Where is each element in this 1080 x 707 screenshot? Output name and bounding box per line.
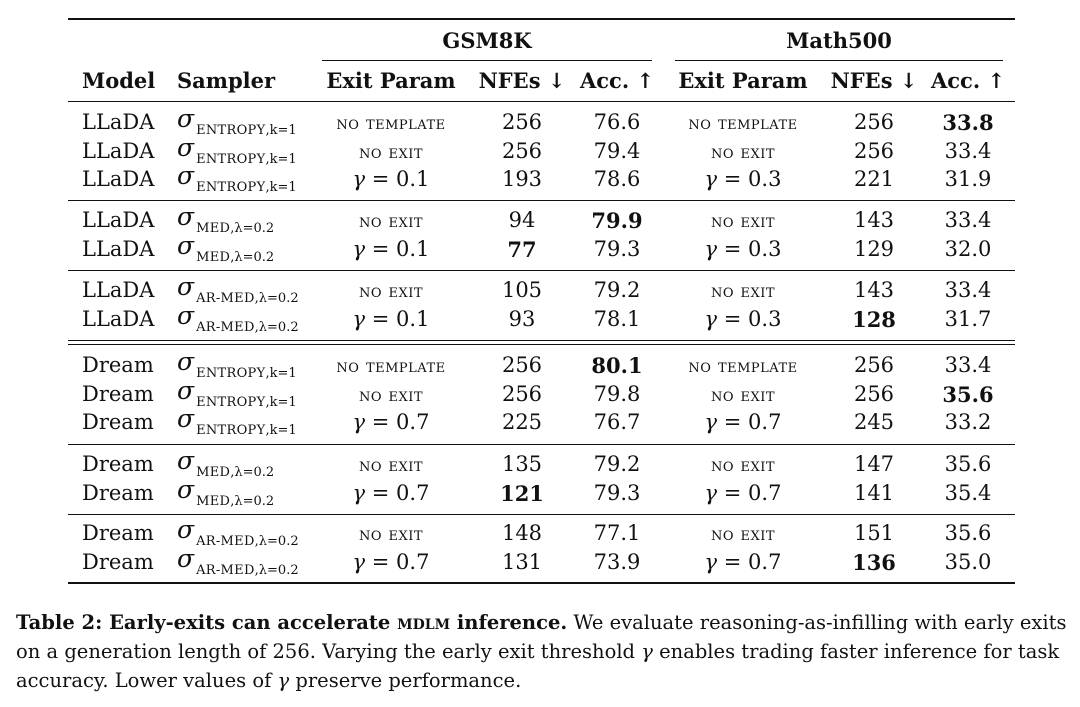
math500-nfes-cell: 256: [853, 138, 895, 163]
caption-gamma-2: γ: [277, 669, 290, 692]
sampler-subscript-name: ENTROPY: [196, 151, 266, 167]
math500-nfes-cell: 129: [853, 236, 895, 261]
math500-exit-cell-gamma: γ: [704, 410, 718, 434]
math500-acc-cell: 32.0: [944, 236, 992, 261]
math500-exit-cell: no exit: [710, 454, 776, 476]
gsm8k-exit-cell-gamma: γ: [352, 306, 366, 331]
sampler-sigma: σ: [177, 404, 195, 433]
math500-nfes-cell: 256: [853, 381, 895, 406]
gsm8k-acc-cell: 80.1: [591, 353, 643, 378]
gsm8k-exit-cell: γ = 0.1: [352, 167, 430, 191]
sampler-cell: [177, 347, 297, 381]
math500-acc-cell: 33.4: [944, 138, 992, 163]
sampler-cell: [177, 446, 275, 480]
column-header-math500-exit-param: Exit Param: [678, 68, 808, 93]
sampler-subscript-param: ,λ=0.2: [230, 493, 275, 509]
gsm8k-cmidrule: [322, 60, 652, 61]
gsm8k-acc-cell: 77.1: [593, 521, 641, 545]
math500-acc-cell: 33.4: [944, 353, 992, 377]
sampler-subscript-name: AR-MED: [196, 534, 255, 549]
model-cell: Dream: [82, 353, 154, 377]
model-cell: Dream: [82, 452, 154, 476]
sampler-subscript-name: MED: [196, 221, 231, 236]
gsm8k-exit-cell: no template: [336, 355, 446, 377]
math500-acc-cell: 35.0: [944, 549, 992, 574]
gsm8k-nfes-cell: 94: [508, 208, 536, 232]
sampler-sigma: σ: [177, 300, 195, 330]
sampler-subscript-param: ,λ=0.2: [254, 319, 299, 335]
math500-exit-cell-gamma: γ: [704, 549, 718, 574]
sampler-subscript-param: ,λ=0.2: [230, 221, 275, 236]
group-divider: [68, 200, 1015, 201]
sampler-subscript: [196, 320, 299, 335]
math500-exit-cell-gamma: γ: [704, 480, 718, 505]
math500-exit-cell: γ = 0.7: [704, 549, 782, 574]
sampler-sigma: σ: [177, 161, 195, 190]
double-rule-b: [68, 344, 1015, 345]
column-header-sampler: Sampler: [177, 68, 276, 93]
gsm8k-exit-cell-gamma: γ: [352, 167, 366, 191]
gsm8k-exit-cell: γ = 0.1: [352, 306, 430, 331]
group-divider: [68, 514, 1015, 515]
gsm8k-nfes-cell: 131: [501, 549, 543, 574]
sampler-subscript: [196, 494, 274, 509]
sampler-sigma: σ: [177, 202, 195, 231]
gsm8k-nfes-cell: 135: [501, 452, 543, 476]
math500-acc-cell: 31.9: [944, 167, 992, 191]
gsm8k-exit-cell-gamma: γ: [352, 480, 366, 505]
gsm8k-nfes-cell: 93: [508, 306, 536, 331]
sampler-cell: [177, 230, 275, 265]
header-rule: [68, 101, 1015, 102]
bottom-rule: [68, 582, 1015, 584]
math500-nfes-cell: 143: [853, 278, 895, 302]
math500-nfes-cell: 141: [853, 480, 895, 505]
math500-exit-cell: no exit: [710, 523, 776, 545]
gsm8k-exit-cell: no exit: [358, 280, 424, 302]
sampler-cell: [177, 300, 299, 335]
sampler-subscript: [196, 250, 274, 265]
sampler-cell: [177, 104, 297, 138]
model-cell: Dream: [82, 480, 154, 505]
model-cell: Dream: [82, 521, 154, 545]
model-cell: Dream: [82, 381, 154, 406]
gsm8k-acc-cell: 79.9: [591, 208, 643, 233]
sampler-cell: [177, 543, 299, 578]
sampler-cell: [177, 404, 297, 438]
sampler-cell: [177, 474, 275, 509]
math500-nfes-cell: 245: [853, 410, 895, 434]
sampler-cell: [177, 202, 275, 236]
sampler-subscript-name: AR-MED: [196, 562, 255, 578]
math500-exit-cell-gamma: γ: [704, 236, 718, 261]
math500-acc-cell: 33.8: [942, 110, 994, 135]
math500-nfes-cell: 151: [853, 521, 895, 545]
column-header-model: Model: [82, 68, 156, 93]
math500-nfes-cell: 136: [852, 549, 896, 575]
model-cell: Dream: [82, 410, 154, 434]
double-rule-a: [68, 340, 1015, 341]
sampler-subscript-param: ,k=1: [265, 366, 297, 381]
math500-exit-cell: no exit: [710, 280, 776, 302]
gsm8k-acc-cell: 78.1: [593, 306, 641, 331]
gsm8k-acc-cell: 76.7: [593, 410, 641, 434]
math500-exit-cell: no exit: [710, 140, 776, 163]
math500-exit-cell: γ = 0.7: [704, 410, 782, 434]
model-cell: LLaDA: [82, 236, 155, 261]
model-cell: Dream: [82, 549, 154, 574]
gsm8k-nfes-cell: 148: [501, 521, 543, 545]
sampler-cell: [177, 375, 297, 410]
caption-body-1: We evaluate reasoning-as-infilling with early exits on a generation length of 256. Varying the early exit threshold: [16, 611, 1067, 663]
sampler-subscript-name: AR-MED: [196, 319, 255, 335]
math500-acc-cell: 33.4: [944, 208, 992, 232]
model-cell: LLaDA: [82, 110, 155, 134]
sampler-subscript: [196, 423, 297, 438]
math500-exit-cell: γ = 0.3: [704, 236, 782, 261]
gsm8k-exit-cell: no exit: [358, 140, 424, 163]
gsm8k-exit-cell-gamma: γ: [352, 236, 366, 261]
column-header-math500-acc: Acc. ↑: [930, 68, 1006, 93]
sampler-subscript-name: AR-MED: [196, 291, 255, 306]
caption-lead: Table 2: Early-exits can accelerate: [16, 611, 398, 634]
sampler-subscript-param: ,λ=0.2: [254, 534, 299, 549]
gsm8k-exit-cell: γ = 0.7: [352, 410, 430, 434]
sampler-sigma: σ: [177, 272, 195, 301]
gsm8k-acc-cell: 79.4: [593, 138, 641, 163]
model-cell: LLaDA: [82, 306, 155, 331]
model-cell: LLaDA: [82, 167, 155, 191]
sampler-subscript-param: ,λ=0.2: [230, 465, 275, 480]
math500-cmidrule: [675, 60, 1003, 61]
math500-exit-cell: no template: [688, 355, 798, 377]
gsm8k-acc-cell: 76.6: [593, 110, 641, 134]
math500-exit-cell: no exit: [710, 383, 776, 406]
gsm8k-acc-cell: 79.2: [593, 278, 641, 302]
gsm8k-exit-cell: γ = 0.1: [352, 236, 430, 261]
sampler-subscript-param: ,k=1: [265, 423, 297, 438]
column-header-math500-nfes: NFEs ↓: [830, 68, 918, 93]
sampler-subscript-name: MED: [196, 493, 231, 509]
group-header-math500: Math500: [786, 28, 892, 53]
gsm8k-exit-cell: γ = 0.7: [352, 480, 430, 505]
sampler-subscript-name: ENTROPY: [196, 423, 266, 438]
sampler-sigma: σ: [177, 543, 195, 573]
gsm8k-acc-cell: 79.8: [593, 381, 641, 406]
table-caption: [16, 608, 1072, 695]
gsm8k-exit-cell-gamma: γ: [352, 549, 366, 574]
gsm8k-nfes-cell: 256: [501, 110, 543, 134]
gsm8k-exit-cell-gamma: γ: [352, 410, 366, 434]
math500-exit-cell: γ = 0.3: [704, 306, 782, 331]
sampler-sigma: σ: [177, 132, 195, 162]
sampler-subscript-param: ,k=1: [265, 151, 297, 167]
sampler-subscript: [196, 563, 299, 578]
gsm8k-acc-cell: 79.3: [593, 480, 641, 505]
math500-nfes-cell: 143: [853, 208, 895, 232]
caption-body-3: preserve performance.: [289, 669, 522, 692]
gsm8k-nfes-cell: 256: [501, 381, 543, 406]
gsm8k-nfes-cell: 256: [501, 353, 543, 377]
math500-acc-cell: 35.6: [942, 381, 994, 407]
gsm8k-exit-cell: no exit: [358, 383, 424, 406]
sampler-cell: [177, 161, 297, 195]
math500-acc-cell: 35.6: [944, 521, 992, 545]
math500-nfes-cell: 128: [852, 306, 896, 332]
math500-acc-cell: 35.6: [944, 452, 992, 476]
caption-lead-end: inference.: [450, 611, 568, 634]
gsm8k-nfes-cell: 77: [507, 236, 537, 262]
gsm8k-nfes-cell: 193: [501, 167, 543, 191]
math500-acc-cell: 33.4: [944, 278, 992, 302]
sampler-subscript-name: ENTROPY: [196, 394, 266, 410]
sampler-sigma: σ: [177, 375, 195, 405]
math500-nfes-cell: 256: [853, 353, 895, 377]
math500-nfes-cell: 256: [853, 110, 895, 134]
sampler-subscript-param: ,λ=0.2: [230, 249, 275, 265]
model-cell: LLaDA: [82, 138, 155, 163]
sampler-subscript: [196, 180, 297, 195]
sampler-sigma: σ: [177, 515, 195, 544]
math500-acc-cell: 33.2: [944, 410, 992, 434]
gsm8k-exit-cell: no template: [336, 112, 446, 134]
math500-exit-cell: γ = 0.7: [704, 480, 782, 505]
sampler-subscript-param: ,λ=0.2: [254, 562, 299, 578]
gsm8k-exit-cell: no exit: [358, 523, 424, 545]
model-cell: LLaDA: [82, 208, 155, 232]
caption-mdlm: mdlm: [397, 611, 451, 634]
gsm8k-acc-cell: 78.6: [593, 167, 641, 191]
math500-exit-cell-gamma: γ: [704, 167, 718, 191]
gsm8k-exit-cell: no exit: [358, 210, 424, 232]
math500-exit-cell: γ = 0.3: [704, 167, 782, 191]
gsm8k-exit-cell: no exit: [358, 454, 424, 476]
column-header-gsm8k-exit-param: Exit Param: [326, 68, 456, 93]
sampler-sigma: σ: [177, 230, 195, 260]
sampler-cell: [177, 132, 297, 167]
caption-gamma-1: γ: [641, 640, 653, 663]
sampler-subscript-param: ,k=1: [265, 123, 297, 138]
group-divider: [68, 444, 1015, 445]
top-rule: [68, 18, 1015, 20]
column-header-gsm8k-acc: Acc. ↑: [579, 68, 655, 93]
gsm8k-acc-cell: 79.2: [593, 452, 641, 476]
sampler-sigma: σ: [177, 446, 195, 475]
math500-nfes-cell: 221: [853, 167, 895, 191]
math500-acc-cell: 35.4: [944, 480, 992, 505]
sampler-sigma: σ: [177, 104, 195, 133]
caption-body-2: enables trading faster inference for task accuracy. Lower values of: [16, 640, 1060, 692]
group-header-gsm8k: GSM8K: [442, 28, 532, 53]
sampler-cell: [177, 515, 299, 549]
gsm8k-nfes-cell: 121: [500, 480, 544, 506]
gsm8k-nfes-cell: 256: [501, 138, 543, 163]
math500-exit-cell: no template: [688, 112, 798, 134]
model-cell: LLaDA: [82, 278, 155, 302]
gsm8k-acc-cell: 79.3: [593, 236, 641, 261]
sampler-subscript-name: ENTROPY: [196, 366, 266, 381]
math500-acc-cell: 31.7: [944, 306, 992, 331]
sampler-subscript-name: MED: [196, 465, 231, 480]
math500-exit-cell-gamma: γ: [704, 306, 718, 331]
sampler-subscript-param: ,λ=0.2: [254, 291, 299, 306]
gsm8k-nfes-cell: 225: [501, 410, 543, 434]
sampler-subscript-param: ,k=1: [265, 394, 297, 410]
sampler-subscript-name: ENTROPY: [196, 123, 266, 138]
sampler-sigma: σ: [177, 347, 195, 376]
math500-nfes-cell: 147: [853, 452, 895, 476]
gsm8k-exit-cell: γ = 0.7: [352, 549, 430, 574]
gsm8k-acc-cell: 73.9: [593, 549, 641, 574]
sampler-subscript-name: ENTROPY: [196, 180, 266, 195]
column-header-gsm8k-nfes: NFEs ↓: [478, 68, 566, 93]
sampler-sigma: σ: [177, 474, 195, 504]
gsm8k-nfes-cell: 105: [501, 278, 543, 302]
sampler-subscript-name: MED: [196, 249, 231, 265]
group-divider: [68, 270, 1015, 271]
sampler-cell: [177, 272, 299, 306]
sampler-subscript-param: ,k=1: [265, 180, 297, 195]
math500-exit-cell: no exit: [710, 210, 776, 232]
